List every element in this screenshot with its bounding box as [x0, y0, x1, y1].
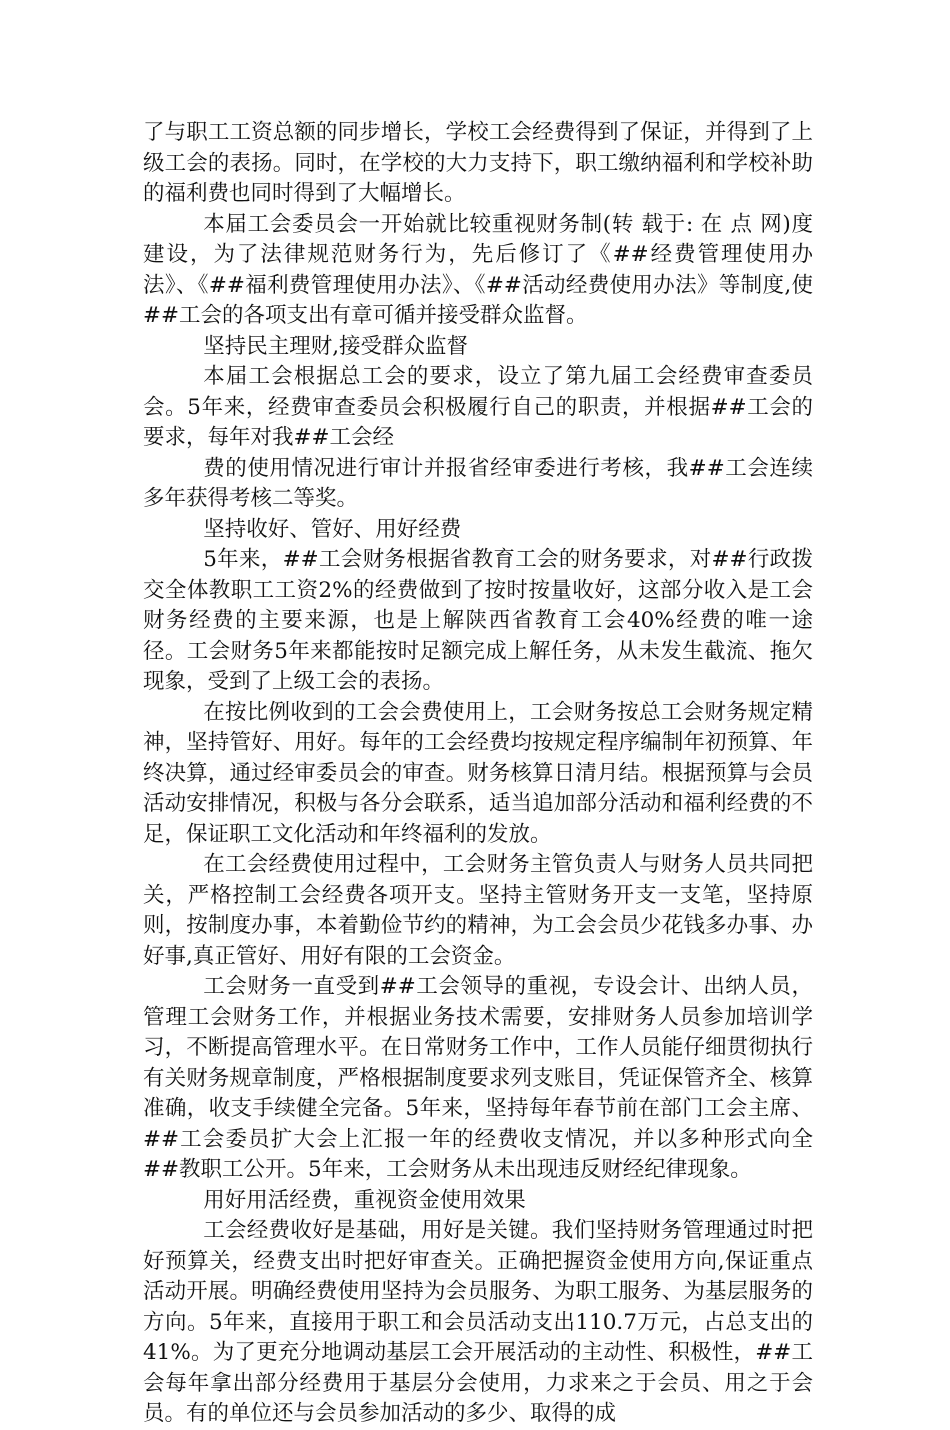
- paragraph-audit-results: 费的使用情况进行审计并报省经审委进行考核，我##工会连续多年获得考核二等奖。: [143, 455, 813, 511]
- paragraph-collection: 5年来，##工会财务根据省教育工会的财务要求，对##行政拨交全体教职工工资2%的经费做到了按时按量收好，这部分收入是工会财务经费的主要来源，也是上解陕西省教育工会40%经费的唯一途径。工会财务5年来都能按时足额完成上解任务，从未发生截流、拖欠现象，受到了上级工会的表扬。: [143, 547, 813, 694]
- paragraph-staff-management: 工会财务一直受到##工会领导的重视，专设会计、出纳人员，管理工会财务工作，并根据业务技术需要，安排财务人员参加培训学习，不断提高管理水平。在日常财务工作中，工作人员能仔细贯彻执行有关财务规章制度，严格根据制度要求列支账目，凭证保管齐全、核算准确，收支手续健全完备。5年来，坚持每年春节前在部门工会主席、##工会委员扩大会上汇报一年的经费收支情况，并以多种形式向全##教职工公开。5年来，工会财务从未出现违反财经纪律现象。: [143, 974, 813, 1182]
- document-body: [143, 118, 813, 1430]
- paragraph-audit-committee: 本届工会根据总工会的要求，设立了第九届工会经费审查委员会。5年来，经费审查委员会积极履行自己的职责，并根据##工会的要求，每年对我##工会经: [143, 364, 813, 450]
- section-heading-fund-effectiveness: 用好用活经费，重视资金使用效果: [203, 1187, 526, 1213]
- paragraph-continuation: 了与职工工资总额的同步增长，学校工会经费得到了保证，并得到了上级工会的表扬。同时，在学校的大力支持下，职工缴纳福利和学校补助的福利费也同时得到了大幅增长。: [143, 120, 813, 206]
- section-heading-collect-manage-use: 坚持收好、管好、用好经费: [203, 516, 462, 542]
- paragraph-fund-usage: 工会经费收好是基础，用好是关键。我们坚持财务管理通过时把好预算关，经费支出时把好审查关。正确把握资金使用方向,保证重点活动开展。明确经费使用坚持为会员服务、为职工服务、为基层服务的方向。5年来，直接用于职工和会员活动支出110.7万元，占总支出的41%。为了更充分地调动基层工会开展活动的主动性、积极性，##工会每年拿出部分经费用于基层分会使用，力求来之于会员、用之于会员。有的单位还与会员参加活动的多少、取得的成: [143, 1218, 813, 1426]
- paragraph-expense-control: 在工会经费使用过程中，工会财务主管负责人与财务人员共同把关，严格控制工会经费各项开支。坚持主管财务开支一支笔，坚持原则，按制度办事，本着勤俭节约的精神，为工会会员少花钱多办事、办好事,真正管好、用好有限的工会资金。: [143, 852, 813, 969]
- section-heading-democratic-finance: 坚持民主理财,接受群众监督: [203, 333, 469, 359]
- paragraph-budget: 在按比例收到的工会会费使用上，工会财务按总工会财务规定精神，坚持管好、用好。每年的工会经费均按规定程序编制年初预算、年终决算，通过经审委员会的审查。财务核算日清月结。根据预算与会员活动安排情况，积极与各分会联系，适当追加部分活动和福利经费的不足，保证职工文化活动和年终福利的发放。: [143, 699, 813, 847]
- paragraph-financial-system: 本届工会委员会一开始就比较重视财务制(转 载于: 在 点 网)度建设，为了法律规范财务行为，先后修订了《##经费管理使用办法》、《##福利费管理使用办法》、《##活动经费使用办法》等制度,使##工会的各项支出有章可循并接受群众监督。: [143, 211, 813, 328]
